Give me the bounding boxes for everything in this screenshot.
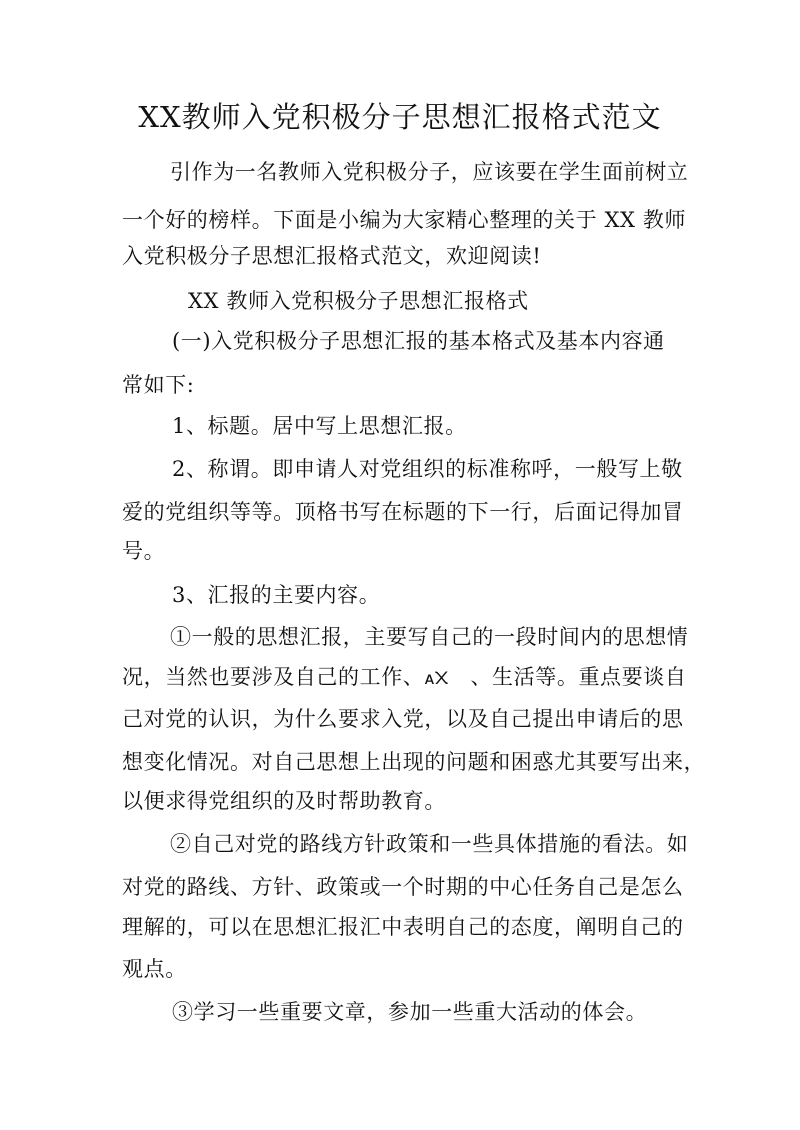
point-2-line: 理解的，可以在思想汇报汇中表明自己的态度，阐明自己的: [122, 915, 684, 939]
garbled-glyph: ᴀ᙭: [424, 669, 449, 689]
document-title: XX教师入党积极分子思想汇报格式范文: [138, 100, 662, 134]
point-1-text: 况，当然也要涉及自己的工作、: [122, 665, 425, 689]
point-1-line: [122, 663, 686, 693]
subheading: XX 教师入党积极分子思想汇报格式: [188, 289, 529, 313]
item-1: 1、标题。居中写上思想汇报。: [172, 414, 467, 438]
item-3: 3、汇报的主要内容。: [172, 583, 381, 607]
point-3: ③学习一些重要文章，参加一些重大活动的体会。: [172, 1000, 648, 1024]
point-1-line: ①一般的思想汇报，主要写自己的一段时间内的思想情: [170, 625, 689, 649]
point-2-line: 对党的路线、方针、政策或一个时期的中心任务自己是怎么: [122, 875, 684, 899]
point-1-line: 己对党的认识，为什么要求入党，以及自己提出申请后的思: [122, 707, 684, 731]
section-one-line: (一)入党积极分子思想汇报的基本格式及基本内容通: [172, 329, 665, 353]
intro-line: 一个好的榜样。下面是小编为大家精心整理的关于 XX 教师: [122, 208, 687, 232]
intro-line: 入党积极分子思想汇报格式范文，欢迎阅读!: [122, 244, 542, 268]
item-2-line: 号。: [122, 539, 166, 563]
intro-line: 引作为一名教师入党积极分子，应该要在学生面前树立: [170, 160, 689, 184]
point-1-line: 想变化情况。对自己思想上出现的问题和困惑尤其要写出来，: [122, 750, 706, 774]
point-1-text: 、生活等。重点要谈自: [470, 665, 687, 689]
item-2-line: 2、称谓。即申请人对党组织的标准称呼，一般写上敬: [172, 457, 683, 481]
item-2-line: 爱的党组织等等。顶格书写在标题的下一行，后面记得加冒: [122, 500, 684, 524]
section-one-line: 常如下:: [122, 373, 195, 397]
point-1-line: 以便求得党组织的及时帮助教育。: [122, 789, 446, 813]
point-2-line: ②自己对党的路线方针政策和一些具体措施的看法。如: [170, 832, 689, 856]
point-2-line: 观点。: [122, 957, 187, 981]
